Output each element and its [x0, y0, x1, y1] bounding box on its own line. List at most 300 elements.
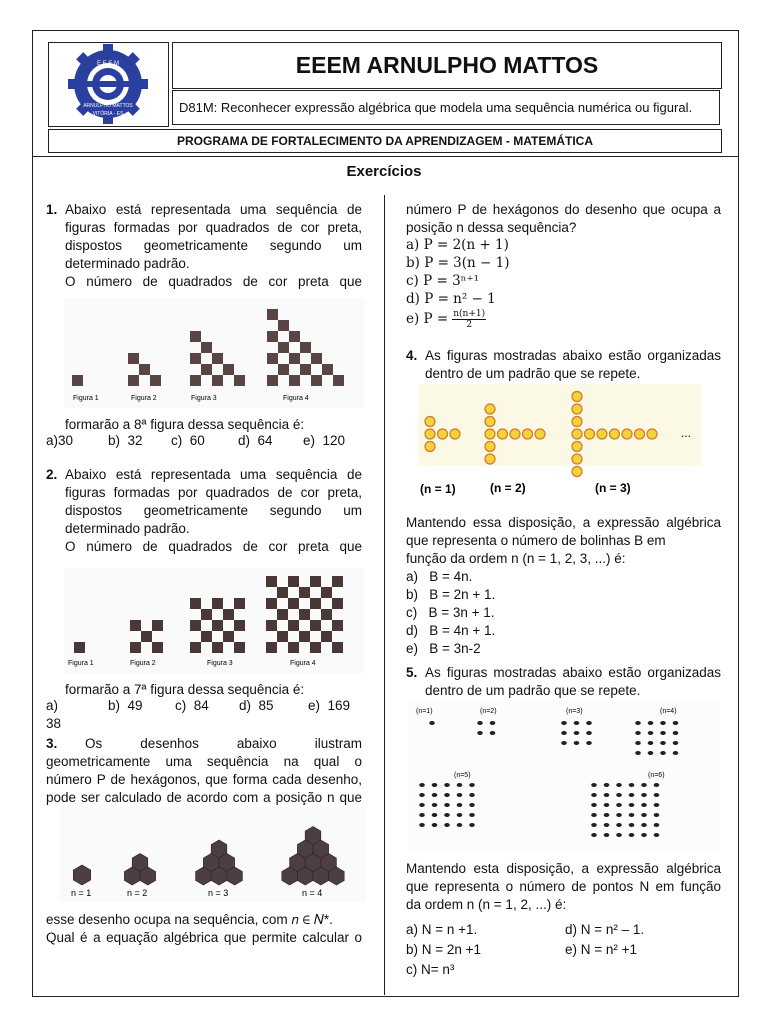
question-4 — [406, 347, 721, 383]
q5-text-3: da ordem n (n = 1, 2, ...) é: — [406, 897, 567, 912]
q1-square — [190, 331, 201, 342]
q5-options — [406, 921, 721, 981]
q2-option-d[interactable]: d) 85 — [239, 698, 274, 713]
q5-option-d[interactable]: d) N = n² – 1. — [565, 922, 645, 937]
q5-dot — [648, 721, 654, 725]
q3-option-e-denominator: 2 — [466, 319, 473, 330]
q5-dot — [490, 721, 496, 725]
q5-dot — [660, 741, 666, 745]
q1-square — [278, 364, 289, 375]
q2-fig-label-2: Figura 2 — [130, 660, 156, 667]
q2-square — [266, 598, 277, 609]
q1-option-b[interactable]: b) 32 — [108, 433, 143, 448]
header-divider — [32, 156, 739, 157]
q5-dot — [444, 823, 450, 827]
q5-dot — [635, 721, 641, 725]
q4-ellipsis: ... — [681, 426, 692, 440]
q4-text-1: Mantendo essa disposição, a expressão algébrica — [406, 515, 721, 530]
q1-fig-label-4: Figura 4 — [283, 395, 309, 402]
q5-dot — [660, 731, 666, 735]
q3-fig-label-3: n = 3 — [208, 888, 229, 898]
q2-square — [310, 598, 321, 609]
q5-dot — [586, 721, 592, 725]
q1-square — [201, 364, 212, 375]
q2-square — [212, 642, 223, 653]
q5-dot — [444, 793, 450, 797]
q4-dot — [425, 429, 435, 439]
q5-dot — [457, 813, 463, 817]
q1-line-3: dispostos geometricamente segundo um — [65, 238, 362, 253]
q1-option-e[interactable]: e) 120 — [303, 433, 346, 448]
q5-dot — [574, 741, 580, 745]
q1-option-a[interactable]: a)30 — [46, 433, 74, 448]
q3-number: 3. — [46, 736, 58, 751]
q5-dot — [477, 731, 483, 735]
q5-dot — [432, 793, 438, 797]
section-title: Exercícios — [346, 163, 422, 180]
q5-fig-label-5: (n=5) — [454, 772, 471, 779]
q2-square — [288, 620, 299, 631]
q5-dot — [419, 823, 425, 827]
column-divider — [384, 195, 385, 995]
q5-fig-label-2: (n=2) — [480, 708, 497, 715]
q2-figure — [64, 568, 364, 673]
q5-dot — [604, 823, 610, 827]
q1-square — [278, 342, 289, 353]
q1-square — [267, 375, 278, 386]
logo-bottom-text: VITÓRIA - ES — [92, 111, 124, 117]
q4-fig-label-3: (n = 3) — [595, 481, 631, 495]
q5-dot — [604, 833, 610, 837]
q5-dot — [419, 813, 425, 817]
q3-cont-line-2: posição n dessa sequência? — [406, 220, 577, 235]
q3-fig-label-2: n = 2 — [127, 888, 148, 898]
q5-option-a[interactable]: a) N = n +1. — [406, 922, 478, 937]
q5-dot — [419, 793, 425, 797]
q5-dot — [648, 731, 654, 735]
q5-dot — [654, 783, 660, 787]
q5-dot — [673, 741, 679, 745]
q5-dot — [635, 731, 641, 735]
q5-dot — [604, 813, 610, 817]
q5-dot — [660, 751, 666, 755]
q5-dot — [673, 751, 679, 755]
q5-dot — [641, 813, 647, 817]
q5-dot — [641, 823, 647, 827]
q5-dot — [591, 833, 597, 837]
q2-option-e[interactable]: e) 169 — [308, 698, 351, 713]
q4-dot — [572, 392, 582, 402]
q5-dot — [616, 833, 622, 837]
q4-text-3: função da ordem n (n = 1, 2, 3, ...) é: — [406, 551, 626, 566]
q5-dot — [673, 731, 679, 735]
q3-after — [46, 911, 362, 947]
q3-after-line-2: Qual é a equação algébrica que permite calcular o — [46, 930, 362, 945]
q5-dot — [641, 793, 647, 797]
q2-line-4: determinado padrão. — [65, 521, 190, 536]
q1-line-2: figuras formadas por quadrados de cor preta, — [65, 220, 362, 235]
q1-square — [278, 320, 289, 331]
q1-square — [223, 364, 234, 375]
q3-figure — [60, 807, 365, 902]
q2-square — [234, 598, 245, 609]
q5-dot — [477, 721, 483, 725]
q1-line-1: Abaixo está representada uma sequência de — [65, 202, 362, 217]
q2-square — [223, 631, 234, 642]
q1-option-d[interactable]: d) 64 — [238, 433, 273, 448]
q5-dot — [429, 721, 435, 725]
q2-square — [277, 609, 288, 620]
q4-line-2: dentro de um padrão que se repete. — [425, 366, 641, 381]
q5-dot — [419, 783, 425, 787]
q2-square — [310, 576, 321, 587]
q5-dot — [654, 823, 660, 827]
q4-text-2: que representa o número de bolinhas B em — [406, 533, 666, 548]
question-2 — [46, 466, 362, 556]
q4-figure — [418, 384, 702, 499]
q4-dot — [485, 442, 495, 452]
q1-continuation: formarão a 8ª figura dessa sequência é: — [65, 417, 305, 432]
q5-body — [406, 860, 721, 914]
q5-number: 5. — [406, 665, 418, 680]
q3-option-c[interactable]: c) P = 3ⁿ⁺¹ — [406, 273, 480, 289]
q2-square — [277, 587, 288, 598]
q5-dot — [432, 783, 438, 787]
q1-square — [212, 353, 223, 364]
q4-dot — [610, 429, 620, 439]
q1-square — [322, 364, 333, 375]
q5-fig-label-6: (n=6) — [648, 772, 665, 779]
q4-option-c[interactable]: c) B = 3n + 1. — [406, 605, 495, 620]
q2-square — [299, 631, 310, 642]
q2-square — [332, 642, 343, 653]
q5-dot — [432, 823, 438, 827]
q1-line-5: O número de quadrados de cor preta que — [65, 274, 362, 289]
q2-square — [321, 609, 332, 620]
q5-dot — [469, 803, 475, 807]
q1-square — [311, 375, 322, 386]
q4-dot — [485, 404, 495, 414]
q5-dot — [490, 731, 496, 735]
q5-dot — [586, 731, 592, 735]
q5-option-b[interactable]: b) N = 2n +1 — [406, 942, 482, 957]
q5-dot — [469, 793, 475, 797]
q4-option-b[interactable]: b) B = 2n + 1. — [406, 587, 496, 602]
q4-dot — [585, 429, 595, 439]
q5-dot — [574, 731, 580, 735]
q4-dot — [572, 454, 582, 464]
q5-dot — [591, 823, 597, 827]
q1-square — [128, 375, 139, 386]
q5-option-e[interactable]: e) N = n² +1 — [565, 942, 638, 957]
q1-square — [139, 364, 150, 375]
q2-square — [288, 642, 299, 653]
q2-square — [299, 609, 310, 620]
q5-dot — [457, 783, 463, 787]
q4-dot — [425, 442, 435, 452]
q5-dot — [604, 783, 610, 787]
q4-option-d[interactable]: d) B = 4n + 1. — [406, 623, 496, 638]
q2-line-3: dispostos geometricamente segundo um — [65, 503, 362, 518]
q5-dot — [616, 813, 622, 817]
q4-fig-label-1: (n = 1) — [420, 482, 456, 496]
q4-number: 4. — [406, 348, 418, 363]
q5-dot — [616, 823, 622, 827]
q5-dot — [561, 741, 567, 745]
q5-dot — [586, 741, 592, 745]
q3-option-e-prefix: e) P = — [406, 311, 449, 327]
q5-dot — [561, 721, 567, 725]
q2-square — [212, 598, 223, 609]
q2-square — [299, 587, 310, 598]
q1-square — [333, 375, 344, 386]
q3-option-a[interactable]: a) P = 2(n + 1) — [406, 237, 509, 253]
q2-continuation: formarão a 7ª figura dessa sequência é: — [65, 682, 305, 697]
q1-option-c[interactable]: c) 60 — [171, 433, 205, 448]
q2-square — [201, 631, 212, 642]
q2-line-5: O número de quadrados de cor preta que — [65, 539, 362, 554]
q5-dot — [432, 813, 438, 817]
q2-square — [141, 631, 152, 642]
q5-dot — [641, 833, 647, 837]
q4-dot — [572, 442, 582, 452]
q5-line-2: dentro de um padrão que se repete. — [425, 683, 641, 698]
q4-fig-label-2: (n = 2) — [490, 481, 526, 495]
q5-dot — [629, 803, 635, 807]
q4-dot — [572, 467, 582, 477]
q5-dot — [432, 803, 438, 807]
q5-dot — [419, 803, 425, 807]
q3-after-line-1: esse desenho ocupa na sequência, com 𝑛 ∈ 𝑁*. — [46, 912, 333, 927]
q1-square — [267, 309, 278, 320]
q4-option-e[interactable]: e) B = 3n-2 — [406, 641, 481, 656]
q2-square — [74, 642, 85, 653]
q5-dot — [616, 803, 622, 807]
q5-dot — [561, 731, 567, 735]
q5-dot — [629, 833, 635, 837]
q5-dot — [444, 813, 450, 817]
q1-square — [128, 353, 139, 364]
q2-square — [332, 576, 343, 587]
q3-option-e-fraction — [452, 309, 486, 330]
q5-dot — [654, 813, 660, 817]
q4-dot — [535, 429, 545, 439]
q5-dot — [591, 793, 597, 797]
q5-dot — [648, 741, 654, 745]
q2-square — [288, 576, 299, 587]
q5-dot — [654, 793, 660, 797]
q5-line-1: As figuras mostradas abaixo estão organizadas — [425, 665, 721, 680]
q1-square — [289, 375, 300, 386]
q4-dot — [523, 429, 533, 439]
q5-dot — [629, 793, 635, 797]
q5-dot — [604, 803, 610, 807]
q5-text-1: Mantendo esta disposição, a expressão algébrica — [406, 861, 721, 876]
q3-continuation — [406, 201, 721, 237]
q1-square — [289, 353, 300, 364]
q4-dot — [485, 429, 495, 439]
q3-cont-line-1: número P de hexágonos do desenho que ocupa a — [406, 202, 721, 217]
q3-fig-label-1: n = 1 — [71, 888, 92, 898]
q5-dot — [469, 813, 475, 817]
q1-square — [300, 364, 311, 375]
question-5 — [406, 664, 721, 700]
q4-dot — [450, 429, 460, 439]
q2-option-a[interactable]: a) 38 — [46, 698, 62, 731]
q3-option-d[interactable]: d) P = n² − 1 — [406, 291, 496, 307]
q5-dot — [457, 823, 463, 827]
q1-square — [72, 375, 83, 386]
q5-text-2: que representa o número de pontos N em função — [406, 879, 721, 894]
q1-square — [190, 375, 201, 386]
q5-fig-label-4: (n=4) — [660, 708, 677, 715]
q4-dot — [572, 417, 582, 427]
q2-square — [321, 631, 332, 642]
q1-square — [201, 342, 212, 353]
q2-fig-label-4: Figura 4 — [290, 660, 316, 667]
q3-line-1: Os desenhos abaixo ilustram — [85, 736, 362, 751]
logo-ring-text: ARNULPHO MATTOS — [83, 103, 133, 109]
q4-dot — [438, 429, 448, 439]
q3-option-e-numerator: n(n+1) — [453, 308, 486, 319]
q2-square — [266, 620, 277, 631]
q2-square — [332, 598, 343, 609]
q5-fig-label-3: (n=3) — [566, 708, 583, 715]
q2-square — [321, 587, 332, 598]
q4-dot — [622, 429, 632, 439]
q5-dot — [641, 783, 647, 787]
q4-dot — [647, 429, 657, 439]
q5-dot — [457, 793, 463, 797]
q2-number: 2. — [46, 467, 58, 482]
q4-option-a[interactable]: a) B = 4n. — [406, 569, 473, 584]
q3-line-3: número P de hexágonos, que forma cada desenho, — [46, 772, 362, 787]
q5-dot — [591, 813, 597, 817]
q3-option-b[interactable]: b) P = 3(n − 1) — [406, 255, 510, 271]
q5-dot — [604, 793, 610, 797]
q1-square — [212, 375, 223, 386]
q2-square — [212, 620, 223, 631]
q3-fig-label-4: n = 4 — [302, 888, 323, 898]
q5-dot — [444, 783, 450, 787]
q5-dot — [635, 751, 641, 755]
q5-dot — [641, 803, 647, 807]
q4-dot — [572, 429, 582, 439]
q2-option-b[interactable]: b) 49 — [108, 698, 143, 713]
q5-dot — [648, 751, 654, 755]
q4-dot — [498, 429, 508, 439]
q2-square — [266, 642, 277, 653]
q1-square — [267, 331, 278, 342]
q5-dot — [629, 823, 635, 827]
q1-fig-label-3: Figura 3 — [191, 395, 217, 402]
q5-dot — [591, 783, 597, 787]
q5-dot — [574, 721, 580, 725]
q1-square — [267, 353, 278, 364]
q2-square — [190, 620, 201, 631]
q2-square — [130, 642, 141, 653]
q3-options — [406, 236, 509, 330]
q1-square — [311, 353, 322, 364]
q2-square — [190, 642, 201, 653]
q5-dot — [616, 793, 622, 797]
q5-dot — [457, 803, 463, 807]
q5-dot — [673, 721, 679, 725]
q4-body — [406, 514, 721, 658]
q5-dot — [469, 783, 475, 787]
q2-square — [332, 620, 343, 631]
q2-line-2: figuras formadas por quadrados de cor preta, — [65, 485, 362, 500]
q2-square — [234, 620, 245, 631]
q3-line-4: pode ser calculado de acordo com a posição n que — [46, 790, 362, 805]
program-title: PROGRAMA DE FORTALECIMENTO DA APRENDIZAGEM - MATEMÁTICA — [48, 129, 722, 153]
q5-dot — [654, 833, 660, 837]
q1-line-4: determinado padrão. — [65, 256, 190, 271]
q1-square — [289, 331, 300, 342]
skill-descriptor: D81M: Reconhecer expressão algébrica que modela uma sequência numérica ou figural. — [172, 90, 720, 125]
q1-square — [150, 375, 161, 386]
q4-dot — [425, 417, 435, 427]
q5-dot — [629, 783, 635, 787]
q1-number: 1. — [46, 202, 58, 217]
q3-option-e[interactable] — [406, 308, 509, 330]
q2-square — [234, 642, 245, 653]
q4-dot — [485, 454, 495, 464]
q2-square — [277, 631, 288, 642]
q4-dot — [485, 417, 495, 427]
q1-fig-label-2: Figura 2 — [131, 395, 157, 402]
q5-dot — [469, 823, 475, 827]
q5-figure — [408, 700, 720, 850]
q4-dot — [510, 429, 520, 439]
q2-fig-label-3: Figura 3 — [207, 660, 233, 667]
q5-dot — [591, 803, 597, 807]
q2-square — [130, 620, 141, 631]
q2-line-1: Abaixo está representada uma sequência de — [65, 467, 362, 482]
q5-dot — [616, 783, 622, 787]
logo-top-text: E E E M — [96, 61, 120, 67]
school-title: EEEM ARNULPHO MATTOS — [172, 42, 722, 89]
q1-figure — [64, 298, 364, 408]
q2-square — [223, 609, 234, 620]
q3-line-2: geometricamente uma sequência na qual o — [46, 754, 362, 769]
q5-option-c[interactable]: c) N= n³ — [406, 962, 455, 977]
question-1 — [46, 201, 362, 291]
q2-square — [288, 598, 299, 609]
q2-square — [190, 598, 201, 609]
q4-dot — [572, 404, 582, 414]
question-3 — [46, 735, 362, 807]
q2-square — [310, 620, 321, 631]
q2-option-c[interactable]: c) 84 — [175, 698, 209, 713]
q5-dot — [629, 813, 635, 817]
q2-square — [201, 609, 212, 620]
school-logo — [48, 42, 169, 127]
q1-fig-label-1: Figura 1 — [73, 395, 99, 402]
q4-dot — [597, 429, 607, 439]
q4-dot — [635, 429, 645, 439]
q2-square — [152, 620, 163, 631]
q2-square — [152, 642, 163, 653]
q2-square — [266, 576, 277, 587]
q5-dot — [635, 741, 641, 745]
q5-fig-label-1: (n=1) — [416, 708, 433, 715]
q5-dot — [660, 721, 666, 725]
q4-line-1: As figuras mostradas abaixo estão organizadas — [425, 348, 721, 363]
q1-square — [300, 342, 311, 353]
q1-square — [234, 375, 245, 386]
q2-square — [310, 642, 321, 653]
